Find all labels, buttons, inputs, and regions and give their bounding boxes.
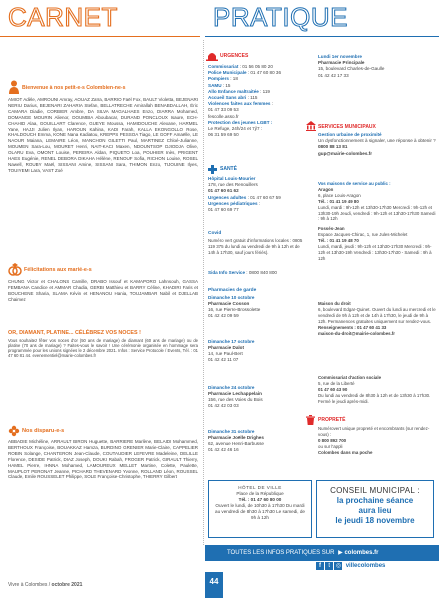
novembre-addr: 15, boulevard Charles-de-Gaulle	[318, 66, 385, 72]
pharmacy-item	[208, 429, 308, 469]
conseil-text1: la prochaine séance	[336, 496, 414, 505]
pharmacy-item	[208, 385, 308, 427]
pharmacy-name: Pharmacie Dalot	[208, 344, 244, 350]
pharmacy-name: Pharmacie Cosson	[208, 300, 250, 306]
facebook-icon[interactable]: f	[316, 562, 324, 570]
page-footer-title: Vivre à Colombes	[8, 582, 48, 588]
urgences-line-label: Commissariat	[208, 64, 239, 69]
urgences-line-value: : 01 47 60 80 36	[246, 70, 282, 76]
urgences-extra: 06 31 59 69 50	[208, 132, 239, 138]
header-pratique-title: PRATIQUE	[213, 2, 348, 32]
urgences-title: URGENCES	[220, 53, 249, 59]
proprete-tel: 0 800 892 700	[318, 437, 347, 443]
proprete-section	[318, 416, 436, 456]
covid-title: Covid	[208, 231, 222, 236]
header-carnet	[0, 0, 205, 35]
conseil-title: CONSEIL MUNICIPAL :	[330, 486, 420, 495]
pharmacy-tel: 01 42 42 03 03	[208, 402, 239, 408]
urgences-extra: Le Refuge, 24h/24 et 7j/7 :	[208, 126, 263, 132]
proprete-text2: ou sur l'appli	[318, 443, 343, 449]
fosses-tel: Tél. : 01 41 19 48 70	[318, 238, 359, 244]
social-handle[interactable]: villecolombes	[345, 563, 386, 569]
urgences-line-value: : 01 56 05 80 20	[238, 64, 273, 69]
droit-tel: Renseignements : 01 47 60 41 33	[318, 324, 387, 330]
pharmacies-section	[208, 288, 308, 469]
urgences-line-label: Pompiers	[208, 76, 229, 82]
services-email[interactable]: gup@mairie-colombes.fr	[318, 150, 372, 156]
page-number-tab	[205, 572, 223, 598]
urgences-lines	[208, 64, 308, 138]
baby-icon	[8, 80, 20, 96]
weddings-list: CHUNG Victor et CHALONS Camille, DRABO Issouf et KAMAPORO Lahnsouh, GASSA FEMBANA Candice et AMMAR Chadia, GERBI Matthieu et BARRY Céline, KHADIRI Faris et BOUCHENE Sharia, SLAMA Kévin et HENANOU Hania, TOUJAMBAR Nabil et DJELLAB Chaimez	[8, 279, 198, 302]
www-icon: ▶	[338, 550, 343, 556]
sante-urg-ped-tel: :	[257, 200, 261, 206]
commissariat-tel: 01 47 60 43 90	[318, 386, 348, 392]
births-section	[8, 80, 198, 174]
page-footer-month: octobre 2021	[51, 582, 83, 588]
sante-title: SANTÉ	[220, 166, 237, 172]
fosses-hours: Lundi, mardi, jeudi : 9h-12h et 13h30-17h30 Mercredi : 9h-12h et 13h30-19h Vendredi : 13h30-17h30 - Samedi : 9h à 12h	[318, 244, 432, 261]
pharmacies-title: Pharmacies de garde	[208, 288, 257, 293]
twitter-icon[interactable]: t	[325, 562, 333, 570]
novembre-tel: 01 42 42 17 33	[318, 72, 349, 78]
pharmacy-item	[208, 295, 308, 335]
urgences-line-value: : 18	[228, 76, 238, 82]
pharmacy-name: Pharmacie Lechappelain	[208, 390, 262, 396]
urgences-line-value: : 119	[258, 88, 270, 94]
urgences-line-label: Police Municipale	[208, 70, 247, 76]
column-divider	[203, 40, 204, 545]
novembre-section	[318, 54, 436, 79]
header-rule-pratique	[205, 36, 439, 37]
maisons-title: Vos maisons de service au public :	[318, 181, 391, 186]
sante-urg-adultes-tel: : 01 47 60 67 59	[246, 194, 281, 200]
weddings-section	[8, 263, 198, 303]
urgences-extra: Protection des jeunes LGBT :	[208, 119, 273, 125]
urgences-section	[208, 52, 308, 138]
aragon-hours: Lundi, mardi : 9h-12h et 13h30-17h30 Mercredi : 9h-12h et 13h30-19h Jeudi, vendredi : 9h-12h et 13h30-17h30 Samedi : 9h à 12h	[318, 204, 436, 222]
deaths-section	[8, 425, 198, 480]
pharmacy-addr: 156, rue des Voies du Bois	[208, 396, 263, 402]
urgences-line-label: Accueil Sans abri	[208, 95, 247, 101]
commissariat-section	[318, 375, 436, 405]
droit-section	[318, 301, 436, 336]
hotel-box	[208, 480, 312, 538]
services-text: Un dysfonctionnement à signaler, une réponse à obtenir ?	[318, 138, 436, 144]
sante-urg-ped-label: Urgences pédiatriques	[208, 200, 258, 206]
trash-icon	[306, 415, 315, 427]
covid-section	[208, 231, 308, 256]
footer-text	[227, 549, 378, 557]
pharmacy-tel: 01 42 42 09 59	[208, 312, 239, 318]
social-bar	[316, 562, 434, 574]
commissariat-addr: 5, rue de la Liberté	[318, 380, 355, 386]
pharmacy-name: Pharmacie Joëlle Drighes	[208, 434, 264, 440]
births-title: Bienvenue à nos petit-e-s Colombien-ne-s	[22, 85, 126, 91]
deaths-list: ABBADIE Michéline, ARRAULT BIRON Huguette, BARRIERE Marlène, BELAIDI Mohammed, BERTHOUX Françoise, BOUAKKAZ Hamza, BURDINO GRENIER Marie-Claire, CAPPELIER ROBIN Solange, CHANTERON Jean-Claude, COUTAUDIER LEFEVRE Madeleine, DELILLE Florence, DESIDE Patrick, DIAZ Joseph, DOUKI Rabah, FROGER Patrick, GIRAULT Thierry, HAMEL Pierre, IHNNA Mohamed, LAMOUREUX MELLET Martine, Colette, Paulette, MAUPLOT PERONAT Jeanne, PICHARD THEVENARD Yvonne, ROLLAND Léon, ROUSSEL Claude, Emile ROUSSELET Philippe, SOLE Françoise-Christophe, THIERRY Gilbert	[8, 439, 198, 480]
services-title: SERVICES MUNICIPAUX	[318, 124, 376, 130]
sante-hopital-addr: 178, rue des Renouillers	[208, 182, 258, 188]
pharmacy-date: Dimanche 17 octobre	[208, 338, 255, 344]
proprete-text: Numérovert unique propreté et encombrants (sur rendez-vous) :	[318, 426, 430, 437]
sante-section	[208, 165, 308, 213]
covid-text: Numéro vert gratuit d'informations locales : 0805 119 375 du lundi au vendredi de 9h à 12h et de 14h à 17h30, sauf jours fériés).	[208, 237, 303, 255]
pharmacy-date: Dimanche 10 octobre	[208, 294, 255, 300]
sida-label: Sida Info Service	[208, 270, 246, 275]
sante-hopital: Hôpital Louis-Mourier	[208, 176, 256, 181]
services-tel: 0800 88 13 81	[318, 144, 348, 150]
proprete-title: PROPRETÉ	[318, 417, 346, 423]
sida-info	[208, 270, 277, 276]
novembre-title: Lundi 1er novembre	[318, 54, 362, 59]
sante-hopital-tel: 01 47 60 61 62	[208, 188, 239, 194]
aragon-name: Aragon	[318, 186, 334, 192]
maisons-section	[318, 181, 436, 262]
sida-tel: : 0800 840 800	[245, 270, 277, 275]
pharmacy-date: Dimanche 24 octobre	[208, 384, 255, 390]
hotel-addr: Place de la République	[236, 491, 284, 496]
anniversary-title: OR, DIAMANT, PLATINE... CÉLÉBREZ VOS NOCES !	[8, 330, 141, 336]
pharmacy-item	[208, 339, 308, 381]
urgences-line-value: : 115	[246, 95, 258, 101]
commissariat-text: Du lundi au vendredi de 8h30 à 12h et de 13h30 à 17h30. Fermé le jeudi après-midi.	[318, 392, 431, 404]
sante-urg-ped-tel2: 01 47 60 69 77	[208, 207, 239, 213]
urgences-line-value: : 15	[221, 82, 231, 88]
header-pratique	[205, 0, 439, 35]
droit-text: 6, boulevard Edgar-Quinet. Ouvert du lundi au mercredi et le vendredi de 9h à 12h et de 14h à 17h30, le jeudi de 9h à 12h. Permanences gratuites uniquement sur rendez-vous.	[318, 306, 436, 324]
fosses-addr: Espace Jacques-Chirac, 1, rue Jules-Michelet	[318, 232, 408, 238]
footer-site-link[interactable]: colombes.fr	[344, 550, 379, 556]
urgences-extra: fescolle.asso.fr	[208, 113, 239, 119]
anniversary-section	[8, 330, 198, 358]
commissariat-title: Commissariat d'action sociale	[318, 375, 382, 380]
page-footer-sep: /	[47, 582, 52, 588]
urgences-line-label: Allo Enfance maltraitée	[208, 88, 259, 94]
siren-icon	[206, 51, 218, 63]
fosses-name: Fossés-Jean	[318, 226, 345, 232]
services-section	[318, 122, 436, 157]
footer-label: TOUTES LES INFOS PRATIQUES SUR	[227, 550, 335, 556]
proprete-app: Colombes dans ma poche	[318, 449, 373, 455]
hotel-hours: Ouvert le lundi, de 10h30 à 17h30 Du mardi au vendredi de 8h30 à 17h30 Le samedi, de 9h à 12h	[215, 503, 305, 520]
urgences-line-label: Violences faites aux femmes	[208, 101, 271, 107]
pharmacy-date: Dimanche 31 octobre	[208, 428, 255, 434]
conseil-date: le jeudi 18 novembre	[335, 516, 415, 525]
instagram-icon[interactable]: ◎	[335, 563, 342, 569]
header-rule-carnet	[0, 36, 200, 37]
medical-cross-icon	[208, 165, 217, 176]
wedding-rings-icon	[8, 263, 22, 278]
urgences-line-label: SAMU	[208, 82, 222, 88]
urgences-line-value: :	[270, 101, 274, 107]
page-footer	[8, 583, 82, 589]
footer-band	[205, 545, 439, 561]
hotel-tel: Tél. : 01 47 60 80 00	[238, 497, 282, 502]
births-list: AMIOT Adèle, AMROUNI Amray, AOUAZ Zaïra, BARRIO Faël Fox, BAULT Violetta, BEJENARI NERIU Darius, BEJENARI ZAHARIA Stefan, BELLATRECHE Amirallah BENABDALLAH, Éric CAMARA Diadie, CORBIER Ambre, DA SILVA MAGALHAES Enzo, DIARRA Mohamed, DOMANGE MOURIN Alienor, DOUMBIA Aboubacar, DURAND PONCLOUX Isaure, ECH-CHAHID Alaa, GOUILLART Clarence, GUEYE Moussa, HAMIDOUCHE Alexane, HARMEL Yane, HAJJI Julien Ilyan, HAROUN Kahina, KADI Farah, KALLA EKONGOLLO Rose, KHALDOUCH Emma, KONE Nana Kadiatou, KREPPS PESSOA Tiago, LE GOFF Amaëlle, LE NAOUR Maiana, LEMAIRE Léon, MANCHON GILETTI Paul, MARTINEZ Chloé-Julianne, MOUMEN Sara-Lou, MOURET Henri, NAIT-KACI Maxen, NDOUNTSOP DJIODJA Olive, OLARU Eva, OMONT Louise, PEREIRA Aldan, PIQUETO Loa, POUHIER Inès, PRIGENT HAES Eugénie, RENEL DEBORA DIKAHA Hélène, RENOUF Sofia, RICHON Louise, ROSEL Nawell, ROUBY Maël, SISSANI Amine, SISSANI Sara, THIMON Enzo, TIJOUINE Ilyes, TOUIYEMI Lara, VAST Zoé	[8, 97, 198, 173]
anniversary-text: Vous souhaitez fêter vos noces d'or (50 ans de mariage) de diamant (60 ans de mariage) ou de platine (70 ans de mariage) ? Faites-vous le savoir ! Une cérémonie organisée en hommage sera programmée pour les unions signées le 2 décembre 2021. Infos : Service Protocole / Events, Tél. : 01 47 60 81 44. evenementiel@mairie-colombes.fr	[8, 337, 198, 359]
pharmacy-tel: 01 42 42 46 16	[208, 446, 239, 452]
weddings-title: Félicitations aux marié-e-s	[24, 267, 92, 273]
droit-email[interactable]: maison-du-droit@mairie-colombes.fr	[318, 330, 395, 336]
page-number: 44	[209, 577, 219, 586]
conseil-text2: aura lieu	[358, 506, 392, 515]
deaths-title: Nos disparu-e-s	[22, 428, 65, 434]
pharmacy-addr: 62, avenue Henri-Barbusse	[208, 440, 264, 446]
conseil-box	[316, 480, 434, 538]
pharmacy-addr: 14, rue Paul-Bert	[208, 350, 243, 356]
sante-urg-adultes-label: Urgences adultes	[208, 194, 247, 200]
services-subtitle: Gestion urbaine de proximité	[318, 132, 382, 137]
urgences-extra: 01 47 33 09 53	[208, 107, 239, 113]
aragon-addr: 6, place Louis-Aragon	[318, 192, 361, 198]
header-carnet-title: CARNET	[8, 2, 118, 32]
building-icon	[306, 121, 316, 133]
flower-icon	[8, 425, 20, 439]
pharmacy-addr: 16, rue Pierre-Brossolette	[208, 306, 261, 312]
hotel-title: HÔTEL DE VILLE	[238, 485, 282, 490]
novembre-name: Pharmacie Principale	[318, 60, 365, 66]
droit-title: Maison du droit	[318, 301, 351, 306]
pharmacy-tel: 01 42 42 11 07	[208, 356, 239, 362]
aragon-tel: Tél. : 01 41 19 49 80	[318, 198, 359, 204]
